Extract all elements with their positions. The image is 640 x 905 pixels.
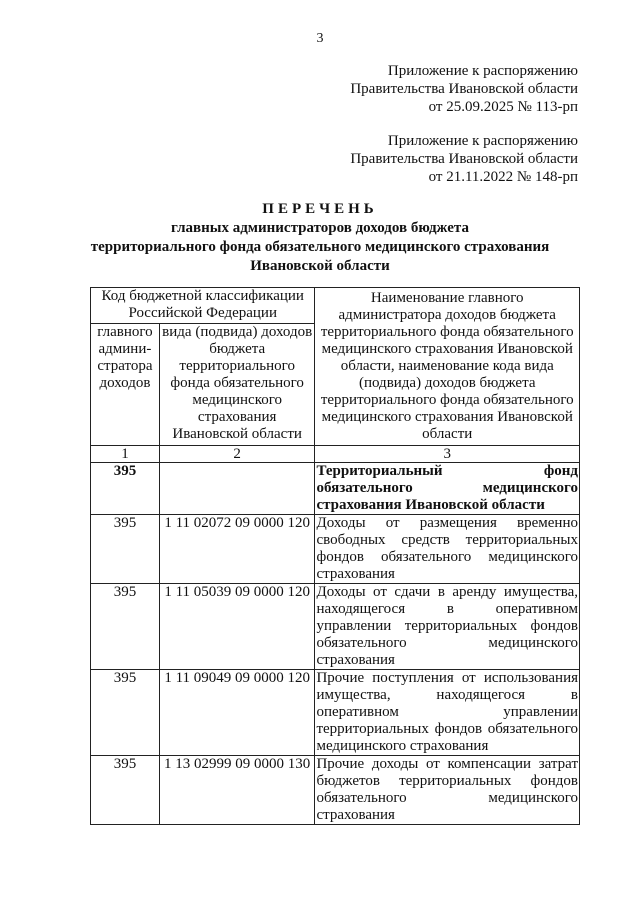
appendix-current-line2: Правительства Ивановской области xyxy=(350,81,578,97)
table-row xyxy=(91,515,580,584)
col-number-2: 2 xyxy=(159,446,315,463)
header-admin: главного админи-стратора доходов xyxy=(91,323,160,445)
row-name: Доходы от сдачи в аренду имущества, находящегося в оперативном управлении территориальных фондов обязательного медицинского страхования xyxy=(316,584,578,668)
row-name: Доходы от размещения временно свободных средств территориальных фондов обязательного медицинского страхования xyxy=(316,515,578,582)
col-number-3: 3 xyxy=(315,446,580,463)
title-heading: ПЕРЕЧЕНЬ xyxy=(262,201,378,217)
appendix-original xyxy=(350,132,578,186)
header-budget-classification: Код бюджетной классификации Российской Федерации xyxy=(91,288,315,324)
row-admin: 395 xyxy=(91,670,160,756)
row-code: 1 13 02999 09 0000 130 xyxy=(159,756,315,825)
row-admin: 395 xyxy=(91,584,160,670)
row-admin: 395 xyxy=(91,515,160,584)
row-admin: 395 xyxy=(91,756,160,825)
administrators-table xyxy=(90,287,580,825)
row-name: Территориальный фонд обязательного медицинского страхования Ивановской области xyxy=(316,463,578,513)
col-number-1: 1 xyxy=(91,446,160,463)
title-line3: Ивановской области xyxy=(250,258,390,274)
title-line2: территориального фонда обязательного медицинского страхования xyxy=(90,239,550,255)
row-name: Прочие доходы от компенсации затрат бюджетов территориальных фондов обязательного медицинского страхования xyxy=(316,756,578,823)
row-code: 1 11 09049 09 0000 120 xyxy=(159,670,315,756)
page-number: 3 xyxy=(316,31,324,46)
row-admin: 395 xyxy=(91,463,160,515)
table-row xyxy=(91,756,580,825)
title-line1: главных администраторов доходов бюджета xyxy=(171,220,469,236)
header-revenue-type: вида (подвида) доходов бюджета территориального фонда обязательного медицинского страхования Ивановской области xyxy=(159,323,315,445)
row-code: 1 11 02072 09 0000 120 xyxy=(159,515,315,584)
document-title xyxy=(0,200,640,276)
row-code xyxy=(159,463,315,515)
appendix-original-line1: Приложение к распоряжению xyxy=(387,133,578,149)
header-name: Наименование главного администратора доходов бюджета территориального фонда обязательного медицинского страхования Ивановской области, наименование кода вида (подвида) доходов бюджета территориального фонда обязательного медицинского страхования Ивановской области xyxy=(315,288,580,446)
row-name: Прочие поступления от использования имущества, находящегося в оперативном управлении территориальных фондов обязательного медицинского страхования xyxy=(316,670,578,754)
table-row xyxy=(91,463,580,515)
appendix-current xyxy=(350,62,578,116)
table-row xyxy=(91,584,580,670)
appendix-current-line1: Приложение к распоряжению xyxy=(387,63,578,79)
table-row xyxy=(91,670,580,756)
row-code: 1 11 05039 09 0000 120 xyxy=(159,584,315,670)
appendix-original-line2: Правительства Ивановской области xyxy=(350,151,578,167)
appendix-current-line3: от 25.09.2025 № 113-рп xyxy=(428,99,578,115)
appendix-original-line3: от 21.11.2022 № 148-рп xyxy=(428,169,578,185)
